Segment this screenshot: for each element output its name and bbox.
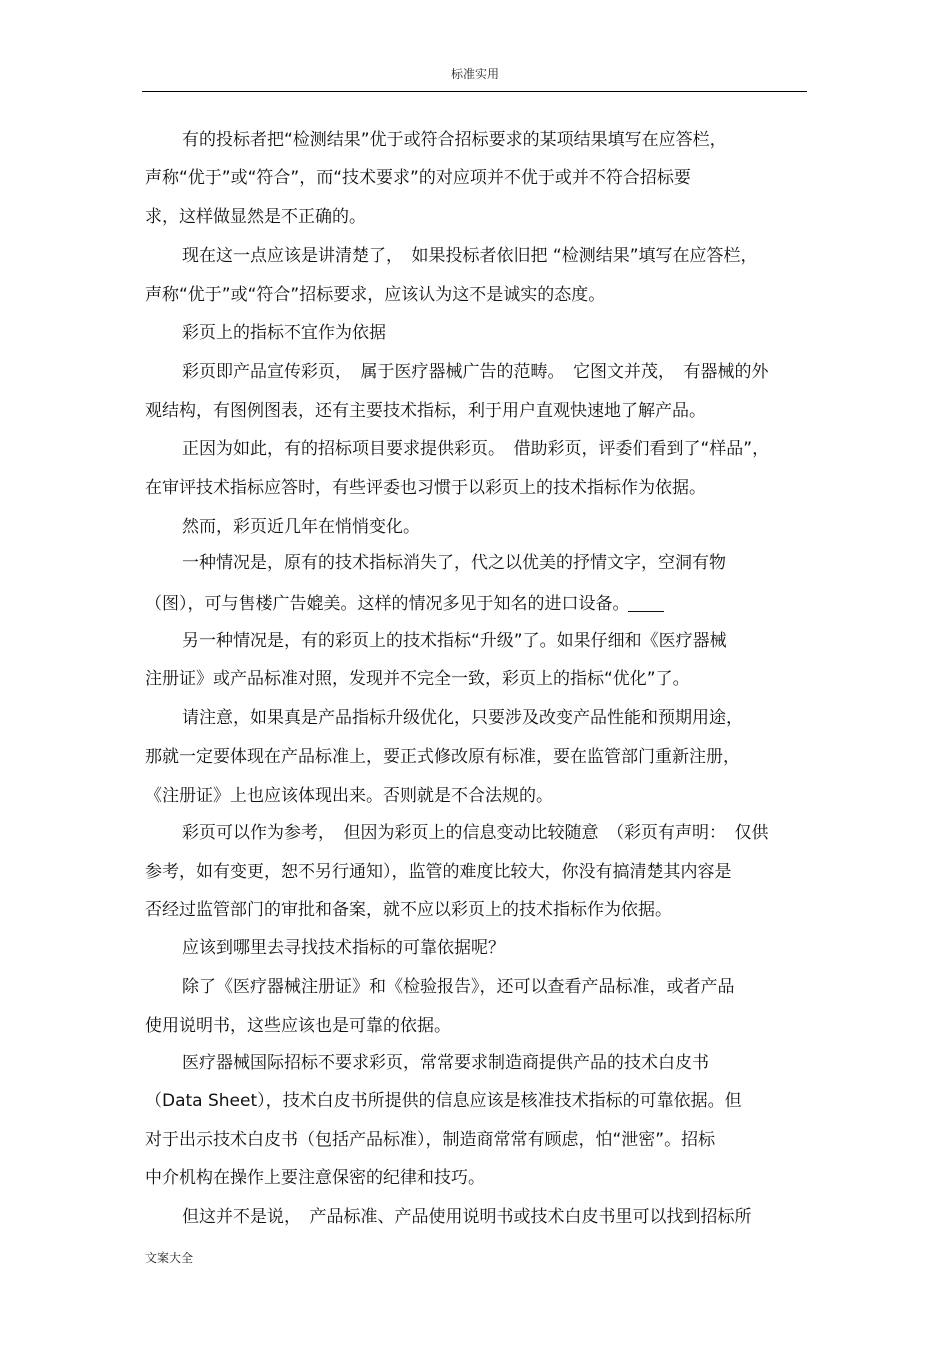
text-line: 对于出示技术白皮书（包括产品标准），制造商常常有顾虑，怕“泄密”。招标 [145, 1130, 716, 1150]
text-line: 彩页即产品宣传彩页， 属于医疗器械广告的范畴。 它图文并茂， 有器械的外 [182, 362, 769, 382]
text-line: 正因为如此，有的招标项目要求提供彩页。 借助彩页，评委们看到了“样品”， [182, 439, 770, 459]
text-line: 医疗器械国际招标不要求彩页，常常要求制造商提供产品的技术白皮书 [182, 1053, 709, 1073]
text-line: 参考，如有变更，恕不另行通知），监管的难度比较大，你没有搞清楚其内容是 [145, 862, 732, 882]
underline-mark [628, 595, 664, 612]
text-line-with-underline [145, 593, 664, 615]
text-line: 有的投标者把“检测结果”优于或符合招标要求的某项结果填写在应答栏， [182, 130, 727, 150]
text-line: 在审评技术指标应答时，有些评委也习惯于以彩页上的技术指标作为依据。 [145, 478, 706, 498]
text-line: 求，这样做显然是不正确的。 [145, 207, 366, 227]
header-divider [142, 91, 807, 92]
text-line: 《注册证》上也应该体现出来。否则就是不合法规的。 [145, 786, 553, 806]
text-line: 但这并不是说， 产品标准、产品使用说明书或技术白皮书里可以找到招标所 [182, 1207, 752, 1227]
text-line: （Data Sheet），技术白皮书所提供的信息应该是核准技术指标的可靠依据。但 [145, 1091, 742, 1111]
text-line: 彩页可以作为参考， 但因为彩页上的信息变动比较随意 （彩页有声明： 仅供 [182, 823, 769, 843]
text-line: 声称“优于”或“符合”招标要求，应该认为这不是诚实的态度。 [145, 285, 606, 305]
text-line: 否经过监管部门的审批和备案，就不应以彩页上的技术指标作为依据。 [145, 900, 672, 920]
text-line: 除了《医疗器械注册证》和《检验报告》，还可以查看产品标准，或者产品 [182, 977, 735, 997]
text-line: 注册证》或产品标准对照，发现并不完全一致，彩页上的指标“优化”了。 [145, 669, 690, 689]
text-line: 请注意，如果真是产品指标升级优化，只要涉及改变产品性能和预期用途， [182, 708, 743, 728]
section-heading: 彩页上的指标不宜作为依据 [182, 323, 386, 343]
text-line: 中介机构在操作上要注意保密的纪律和技巧。 [145, 1168, 485, 1188]
page-header: 标准实用 [450, 67, 499, 81]
text-line: 另一种情况是，有的彩页上的技术指标“升级”了。如果仔细和《医疗器械 [182, 631, 727, 651]
text-line: 现在这一点应该是讲清楚了， 如果投标者依旧把 “检测结果”填写在应答栏， [182, 246, 758, 266]
text-line: 那就一定要体现在产品标准上，要正式修改原有标准，要在监管部门重新注册， [145, 747, 740, 767]
text-line: 使用说明书，这些应该也是可靠的依据。 [145, 1016, 451, 1036]
text-line: （图），可与售楼广告媲美。这样的情况多见于知名的进口设备。 [145, 594, 630, 614]
page-footer: 文案大全 [145, 1251, 194, 1265]
text-line: 一种情况是，原有的技术指标消失了，代之以优美的抒情文字，空洞有物 [182, 553, 726, 573]
text-line: 声称“优于”或“符合”，而“技术要求”的对应项并不优于或并不符合招标要 [145, 168, 691, 188]
text-line: 然而，彩页近几年在悄悄变化。 [182, 517, 420, 537]
section-heading: 应该到哪里去寻找技术指标的可靠依据呢？ [182, 938, 505, 958]
text-line: 观结构，有图例图表，还有主要技术指标，利于用户直观快速地了解产品。 [145, 401, 706, 421]
